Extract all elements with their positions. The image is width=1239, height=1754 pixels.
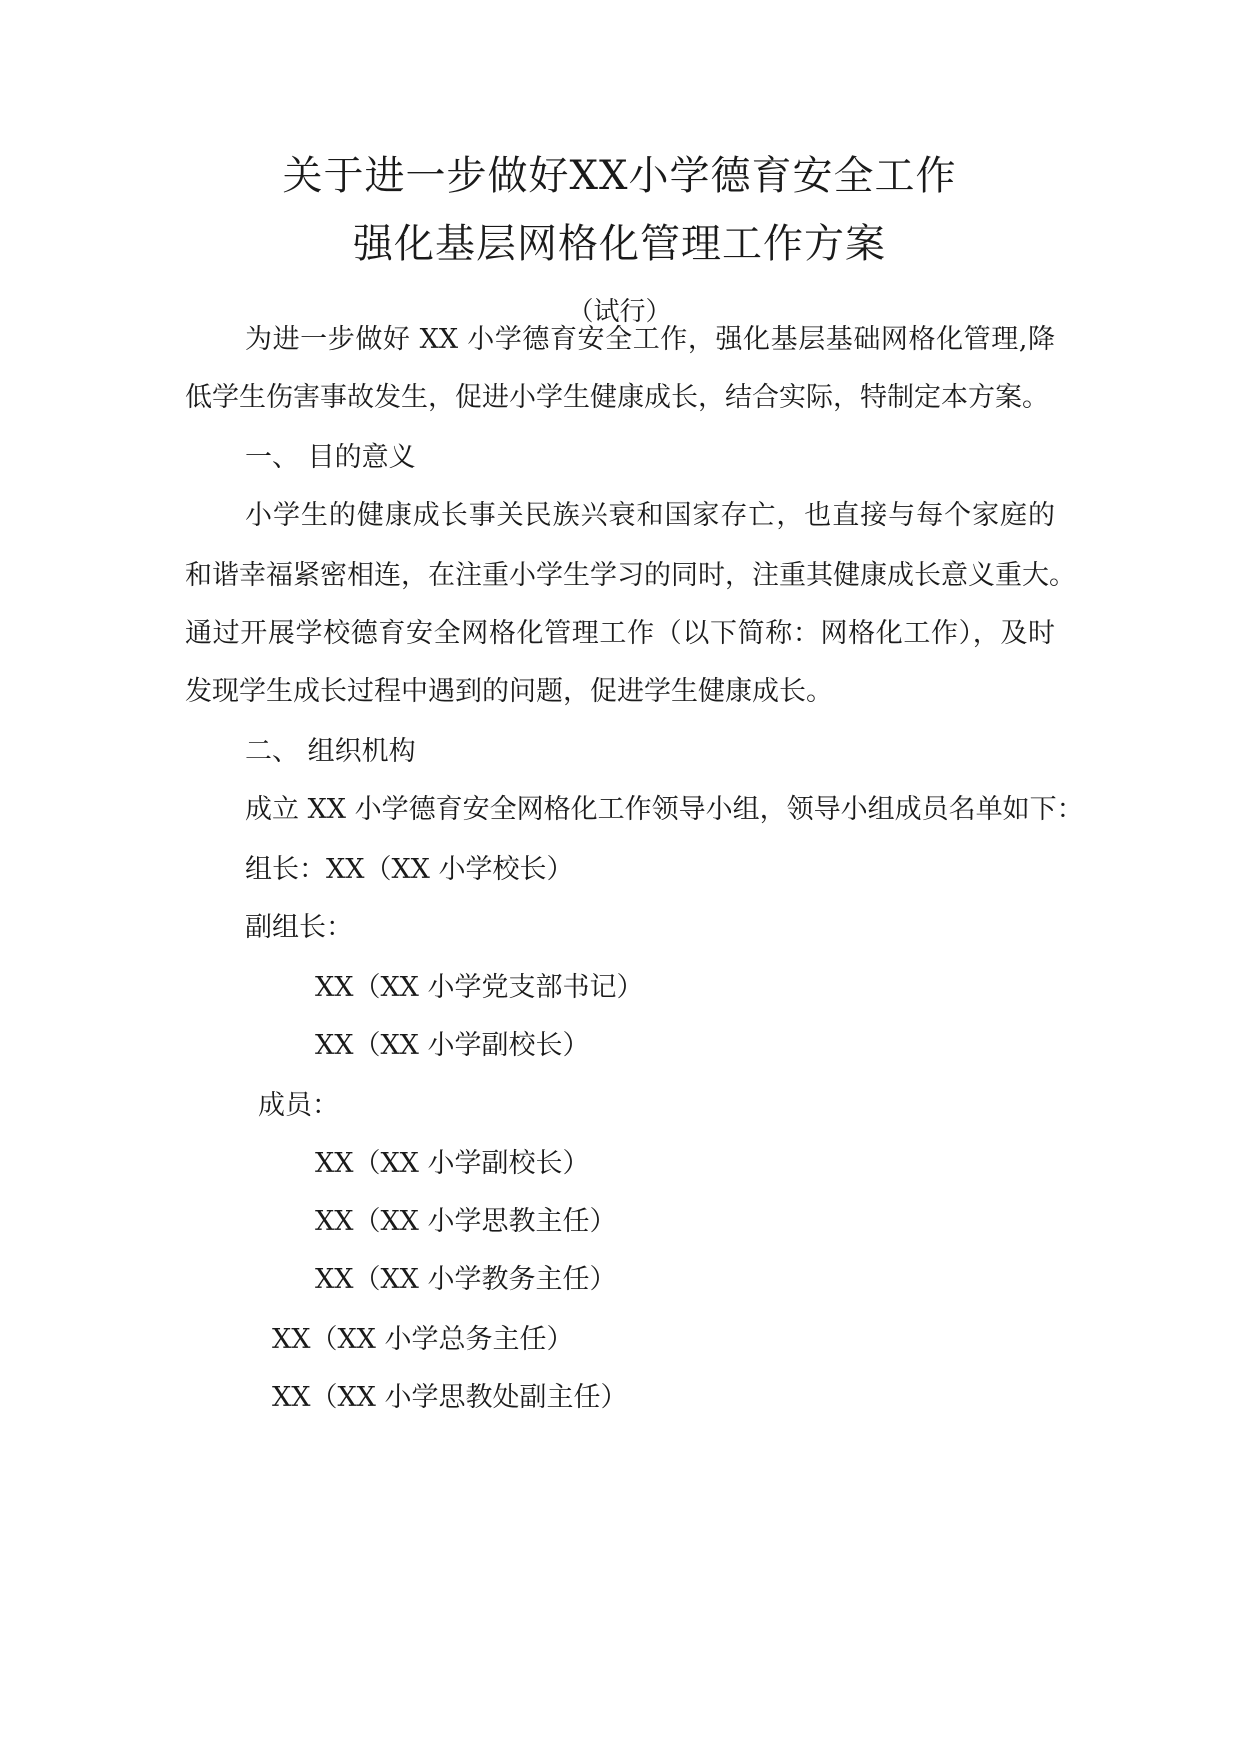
member-item: XX（XX 小学思教主任） [315, 1206, 617, 1237]
section-1-paragraph-line-2: 和谐幸福紧密相连，在注重小学生学习的同时，注重其健康成长意义重大。 [185, 560, 1076, 591]
section-1-paragraph-line-3: 通过开展学校德育安全网格化管理工作（以下简称：网格化工作），及时 [185, 618, 1055, 649]
intro-paragraph-line-2: 低学生伤害事故发生，促进小学生健康成长，结合实际，特制定本方案。 [185, 382, 1049, 413]
deputy-leader-item: XX（XX 小学副校长） [315, 1030, 590, 1061]
section-2-paragraph-line-1: 成立 XX 小学德育安全网格化工作领导小组，领导小组成员名单如下： [245, 794, 1084, 825]
member-item: XX（XX 小学总务主任） [272, 1324, 574, 1355]
group-leader-line: 组长：XX（XX 小学校长） [245, 854, 574, 885]
section-1-heading: 一、 目的意义 [245, 442, 416, 473]
section-1-paragraph-line-1: 小学生的健康成长事关民族兴衰和国家存亡，也直接与每个家庭的 [245, 500, 1055, 531]
section-2-heading: 二、 组织机构 [245, 736, 416, 767]
document-title-line-2: 强化基层网格化管理工作方案 [353, 221, 886, 267]
document-title-line-1: 关于进一步做好XX小学德育安全工作 [282, 153, 957, 199]
intro-paragraph-line-1: 为进一步做好 XX 小学德育安全工作，强化基层基础网格化管理,降 [245, 324, 1055, 355]
section-1-paragraph-line-4: 发现学生成长过程中遇到的问题，促进学生健康成长。 [185, 676, 833, 707]
document-subtitle: （试行） [567, 297, 672, 327]
deputy-leader-item: XX（XX 小学党支部书记） [315, 972, 644, 1003]
deputy-leader-label: 副组长： [245, 912, 353, 943]
member-item: XX（XX 小学教务主任） [315, 1264, 617, 1295]
member-item: XX（XX 小学思教处副主任） [272, 1382, 628, 1413]
member-item: XX（XX 小学副校长） [315, 1148, 590, 1179]
members-label: 成员： [258, 1090, 339, 1121]
